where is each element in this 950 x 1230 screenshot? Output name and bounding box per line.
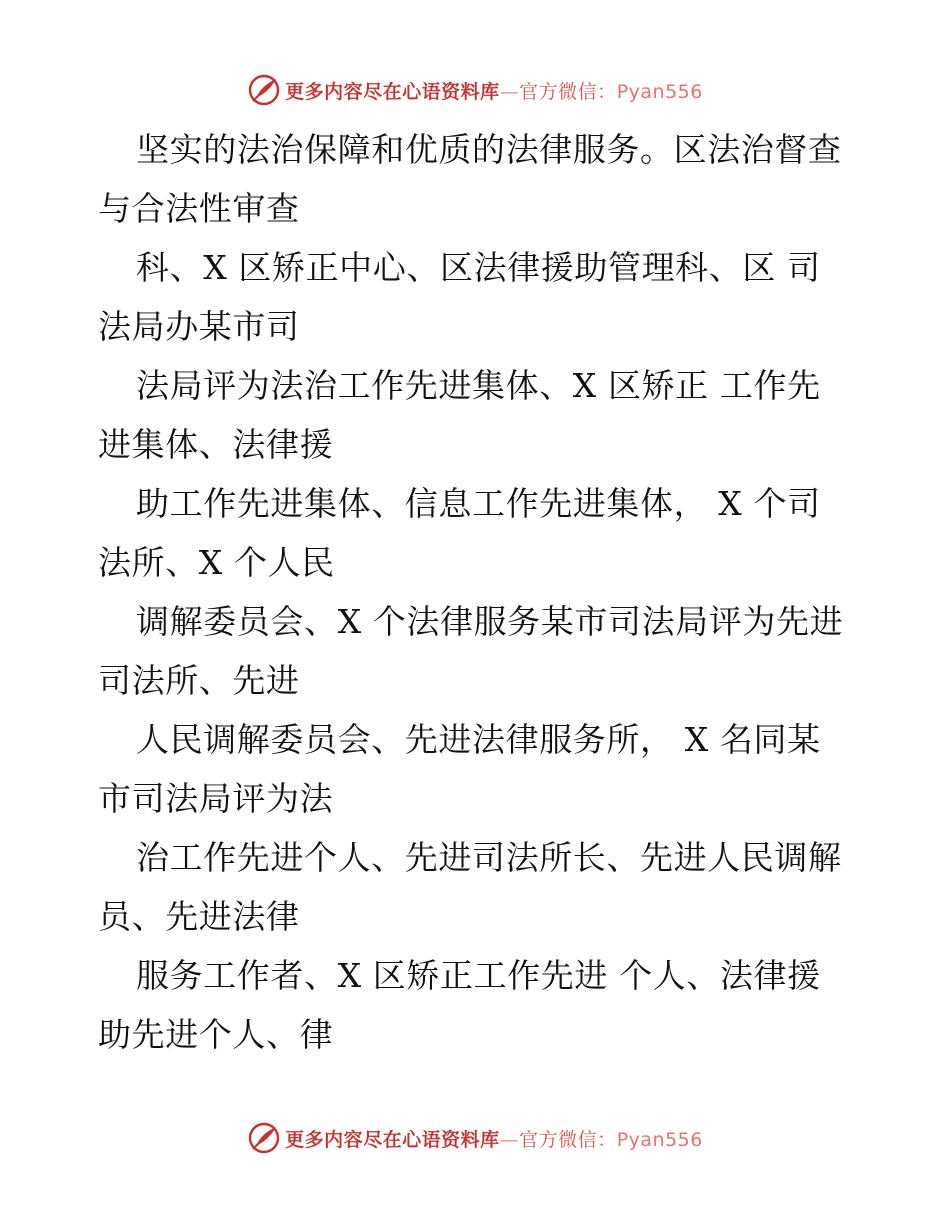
paragraph	[98, 356, 858, 474]
banner-wechat-id: Pyan556	[616, 80, 703, 103]
paragraph	[98, 828, 858, 946]
banner-label: 官方微信：	[519, 80, 617, 103]
paragraph-line: 员、先进法律	[98, 897, 300, 936]
paragraph	[98, 710, 858, 828]
paragraph-line: 人民调解委员会、先进法律服务所， X 名同某	[136, 720, 821, 759]
paragraph-line: 法局办某市司	[98, 307, 300, 346]
feather-pen-logo-icon	[247, 1121, 281, 1155]
paragraph-line: 市司法局评为法	[98, 779, 334, 818]
paragraph-line: 司法所、先进	[98, 661, 300, 700]
paragraph-line: 坚实的法治保障和优质的法律服务。区法治督查	[136, 130, 842, 169]
paragraph-line: 助先进个人、律	[98, 1015, 334, 1054]
paragraph-line: 助工作先进集体、信息工作先进集体， X 个司	[136, 484, 821, 523]
banner-wechat-id: Pyan556	[616, 1128, 703, 1151]
paragraph-line: 与合法性审查	[98, 189, 300, 228]
header-banner	[0, 70, 950, 110]
paragraph	[98, 592, 858, 710]
paragraph	[98, 946, 858, 1064]
banner-prefix: 更多内容尽在心语资料库	[285, 1128, 500, 1151]
paragraph-line: 法所、X 个人民	[98, 543, 335, 582]
feather-pen-logo-icon	[247, 73, 281, 107]
banner-prefix: 更多内容尽在心语资料库	[285, 80, 500, 103]
paragraph-line: 服务工作者、X 区矫正工作先进 个人、法律援	[136, 956, 821, 995]
paragraph-line: 法局评为法治工作先进集体、X 区矫正 工作先	[136, 366, 821, 405]
paragraph-line: 调解委员会、X 个法律服务某市司法局评为先进	[136, 602, 844, 641]
paragraph	[98, 238, 858, 356]
paragraph-line: 治工作先进个人、先进司法所长、先进人民调解	[136, 838, 842, 877]
paragraph	[98, 120, 858, 238]
footer-banner	[0, 1118, 950, 1158]
banner-label: 官方微信：	[519, 1128, 617, 1151]
document-body	[98, 120, 858, 1064]
banner-dash: —	[499, 80, 520, 103]
paragraph-line: 进集体、法律援	[98, 425, 334, 464]
paragraph	[98, 474, 858, 592]
banner-dash: —	[499, 1128, 520, 1151]
paragraph-line: 科、X 区矫正中心、区法律援助管理科、区 司	[136, 248, 821, 287]
